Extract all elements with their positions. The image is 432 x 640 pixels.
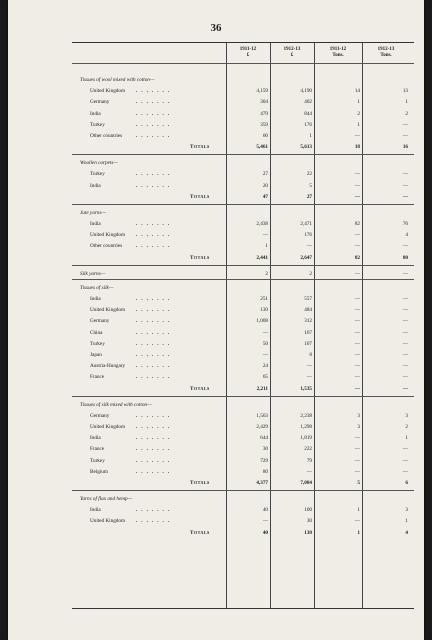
- cell-value: 107: [304, 340, 312, 347]
- country-label: India: [90, 507, 101, 514]
- cell-value: —: [402, 318, 408, 325]
- cell-value: 1,008: [256, 318, 268, 325]
- country-label: Turkey: [90, 171, 105, 178]
- totals-label: Totals: [190, 480, 210, 486]
- table-row: [72, 328, 414, 339]
- leader-dots: .......: [136, 457, 174, 464]
- table-row: [72, 109, 414, 120]
- table-row: [72, 372, 414, 383]
- category-label: Tissues of silk—: [80, 284, 114, 291]
- section-rule: [72, 279, 414, 280]
- cell-value: 176: [304, 121, 312, 128]
- cell-value: 4,377: [256, 480, 268, 486]
- country-label: France: [90, 446, 105, 453]
- leader-dots: .......: [136, 374, 174, 381]
- cell-value: —: [306, 363, 312, 370]
- cell-value: 1: [405, 435, 408, 442]
- cell-value: —: [402, 352, 408, 358]
- cell-value: —: [354, 363, 360, 370]
- cell-value: —: [354, 385, 360, 392]
- cell-value: 1: [265, 243, 268, 250]
- cell-value: 4,190: [300, 88, 312, 95]
- cell-value: —: [354, 435, 360, 442]
- header-col-1: [228, 47, 268, 59]
- cell-value: —: [402, 307, 408, 314]
- leader-dots: .......: [136, 412, 174, 419]
- cell-value: 5,613: [300, 144, 312, 151]
- cell-value: 176: [304, 232, 312, 239]
- table-row: [72, 294, 414, 305]
- cell-value: —: [402, 182, 408, 189]
- country-label: China: [90, 329, 103, 336]
- totals-row: [72, 384, 414, 395]
- leader-dots: .......: [136, 318, 174, 325]
- cell-value: 76: [402, 221, 408, 227]
- cell-value: —: [354, 171, 360, 178]
- country-label: United Kingdom: [90, 88, 126, 95]
- header-col-4: [364, 47, 408, 59]
- table-row: [72, 230, 414, 241]
- category-label: Tissues of wool mixed with cotton—: [80, 77, 155, 83]
- table-row: [72, 131, 414, 142]
- cell-value: 18: [354, 144, 360, 151]
- leader-dots: .......: [136, 243, 174, 250]
- country-label: United Kingdom: [90, 307, 126, 314]
- leader-dots: .......: [136, 232, 174, 239]
- leader-dots: .......: [136, 182, 174, 189]
- cell-value: 1: [357, 121, 360, 128]
- cell-value: —: [402, 457, 408, 464]
- cell-value: 2: [309, 270, 312, 277]
- cell-value: 1: [357, 507, 360, 514]
- cell-value: 312: [304, 318, 312, 325]
- cell-value: 22: [306, 171, 312, 178]
- country-label: France: [90, 374, 105, 381]
- table-row: [72, 305, 414, 316]
- leader-dots: .......: [136, 88, 174, 95]
- cell-value: 82: [354, 221, 360, 227]
- trade-table: [72, 42, 414, 609]
- totals-label: Totals: [190, 529, 210, 536]
- leader-dots: .......: [136, 363, 174, 370]
- section-rule: [72, 490, 414, 491]
- header-year: 1911-12: [329, 47, 347, 52]
- cell-value: 30: [306, 518, 312, 525]
- cell-value: —: [402, 468, 408, 475]
- cell-value: 2: [265, 270, 268, 277]
- cell-value: —: [354, 457, 360, 464]
- cell-value: 2,441: [256, 254, 268, 261]
- totals-row: [72, 142, 414, 153]
- cell-value: 27: [306, 193, 312, 200]
- cell-value: —: [306, 468, 312, 475]
- header-year: 1912-13: [377, 47, 395, 52]
- section-rule: [72, 265, 414, 266]
- cell-value: —: [354, 446, 360, 453]
- section-rule: [72, 204, 414, 205]
- header-year: 1911-12: [239, 47, 257, 52]
- header-year: 1912-13: [283, 47, 301, 52]
- cell-value: 557: [304, 296, 312, 302]
- leader-dots: .......: [136, 99, 174, 106]
- cell-value: —: [354, 468, 360, 475]
- country-label: Japan: [90, 352, 102, 358]
- cell-value: —: [262, 352, 268, 358]
- cell-value: —: [354, 133, 360, 139]
- cell-value: —: [354, 270, 360, 277]
- header-col-3: [316, 47, 360, 59]
- leader-dots: .......: [136, 110, 174, 117]
- cell-value: 2: [405, 110, 408, 117]
- cell-value: —: [354, 182, 360, 189]
- cell-value: 222: [304, 446, 312, 453]
- totals-label: Totals: [190, 385, 210, 392]
- leader-dots: .......: [136, 507, 174, 514]
- cell-value: 1: [405, 99, 408, 106]
- cell-value: —: [354, 340, 360, 347]
- cell-value: 3: [405, 507, 408, 514]
- header-rule: [72, 63, 414, 64]
- totals-label: Totals: [190, 254, 210, 261]
- country-label: India: [90, 182, 101, 189]
- table-row: [72, 169, 414, 180]
- cell-value: —: [354, 329, 360, 336]
- cell-value: —: [354, 296, 360, 302]
- cell-value: 13: [402, 88, 408, 95]
- country-label: Belgium: [90, 468, 108, 475]
- table-row: [72, 444, 414, 455]
- cell-value: —: [402, 374, 408, 381]
- leader-dots: .......: [136, 171, 174, 178]
- cell-value: 47: [262, 193, 268, 200]
- cell-value: 27: [262, 171, 268, 178]
- cell-value: —: [354, 374, 360, 381]
- cell-value: 1,563: [256, 412, 268, 419]
- table-row: [72, 219, 414, 230]
- table-row: [72, 181, 414, 192]
- cell-value: —: [402, 193, 408, 200]
- cell-value: 2,647: [300, 254, 312, 261]
- cell-value: 304: [260, 99, 268, 106]
- cell-value: 100: [304, 507, 312, 514]
- totals-label: Totals: [190, 144, 210, 151]
- cell-value: —: [402, 296, 408, 302]
- section-rule: [72, 154, 414, 155]
- cell-value: 79: [306, 457, 312, 464]
- cell-value: 3: [405, 412, 408, 419]
- cell-value: 2,438: [256, 221, 268, 227]
- cell-value: 3: [357, 412, 360, 419]
- cell-value: 251: [260, 296, 268, 302]
- cell-value: 3: [357, 424, 360, 430]
- cell-value: 82: [354, 254, 360, 261]
- cell-value: 16: [402, 144, 408, 151]
- cell-value: —: [354, 307, 360, 314]
- cell-value: 4: [405, 232, 408, 239]
- cell-value: 65: [262, 374, 268, 381]
- cell-value: 130: [304, 529, 312, 536]
- cell-value: 2,471: [300, 221, 312, 227]
- leader-dots: .......: [136, 307, 174, 314]
- totals-row: [72, 192, 414, 203]
- cell-value: 167: [304, 329, 312, 336]
- header-unit: £: [290, 53, 294, 58]
- country-label: Germany: [90, 99, 110, 106]
- cell-value: 1: [357, 529, 360, 536]
- leader-dots: .......: [136, 221, 174, 227]
- cell-value: —: [306, 243, 312, 250]
- cell-value: 359: [260, 121, 268, 128]
- cell-value: 1: [309, 133, 312, 139]
- table-row: [72, 456, 414, 467]
- cell-value: 130: [260, 307, 268, 314]
- cell-value: —: [402, 171, 408, 178]
- cell-value: —: [402, 385, 408, 392]
- cell-value: 8: [309, 352, 312, 358]
- cell-value: —: [402, 133, 408, 139]
- leader-dots: .......: [136, 424, 174, 430]
- cell-value: 4: [405, 529, 408, 536]
- cell-value: 20: [262, 182, 268, 189]
- cell-value: 729: [260, 457, 268, 464]
- cell-value: —: [354, 243, 360, 250]
- cell-value: 2,429: [256, 424, 268, 430]
- cell-value: —: [402, 121, 408, 128]
- document-page: [8, 0, 424, 640]
- cell-value: 402: [304, 99, 312, 106]
- cell-value: 40: [262, 529, 268, 536]
- cell-value: 5: [357, 480, 360, 486]
- cell-value: 50: [262, 340, 268, 347]
- header-unit: Tons.: [380, 53, 392, 58]
- country-label: Germany: [90, 412, 110, 419]
- leader-dots: .......: [136, 133, 174, 139]
- cell-value: 479: [260, 110, 268, 117]
- cell-value: —: [354, 352, 360, 358]
- cell-value: 14: [354, 88, 360, 95]
- country-label: Turkey: [90, 121, 105, 128]
- leader-dots: .......: [136, 468, 174, 475]
- table-row: [72, 433, 414, 444]
- table-row: [72, 467, 414, 478]
- category-row: [72, 283, 414, 294]
- cell-value: —: [402, 340, 408, 347]
- cell-value: —: [402, 329, 408, 336]
- table-row: [72, 422, 414, 433]
- category-label: Tissues of silk mixed with cotton—: [80, 401, 152, 408]
- category-row: [72, 75, 414, 86]
- cell-value: —: [354, 232, 360, 239]
- cell-value: 2: [405, 424, 408, 430]
- totals-row: [72, 478, 414, 489]
- country-label: Other countries: [90, 133, 123, 139]
- leader-dots: .......: [136, 121, 174, 128]
- category-label: Silk yarns—: [80, 270, 106, 277]
- category-label: Yarns of flax and hemp—: [80, 496, 133, 502]
- cell-value: 2,211: [256, 385, 268, 392]
- cell-value: 30: [262, 446, 268, 453]
- cell-value: —: [402, 446, 408, 453]
- cell-value: 5: [309, 182, 312, 189]
- table-row: [72, 86, 414, 97]
- cell-value: —: [262, 518, 268, 525]
- country-label: United Kingdom: [90, 518, 126, 525]
- leader-dots: .......: [136, 352, 174, 358]
- header-col-2: [272, 47, 312, 59]
- totals-row: [72, 528, 414, 539]
- cell-value: 1,298: [300, 424, 312, 430]
- table-row: [72, 411, 414, 422]
- cell-value: —: [354, 193, 360, 200]
- cell-value: —: [402, 270, 408, 277]
- cell-value: 1,819: [300, 435, 312, 442]
- totals-row: [72, 253, 414, 264]
- country-label: Austria-Hungary: [90, 363, 126, 370]
- cell-value: 644: [260, 435, 268, 442]
- table-row: [72, 120, 414, 131]
- leader-dots: .......: [136, 296, 174, 302]
- category-row: [72, 400, 414, 411]
- totals-label: Totals: [190, 193, 210, 200]
- header-unit: £: [246, 53, 250, 58]
- table-row: [72, 516, 414, 527]
- cell-value: 6: [405, 480, 408, 486]
- category-row: [72, 494, 414, 505]
- cell-value: —: [354, 318, 360, 325]
- cell-value: —: [262, 232, 268, 239]
- leader-dots: .......: [136, 518, 174, 525]
- cell-value: —: [262, 329, 268, 336]
- country-label: India: [90, 435, 101, 442]
- cell-value: 80: [262, 468, 268, 475]
- page-number: 36: [210, 22, 222, 34]
- cell-value: —: [354, 518, 360, 525]
- country-label: United Kingdom: [90, 424, 126, 430]
- leader-dots: .......: [136, 340, 174, 347]
- table-row: [72, 350, 414, 361]
- country-label: India: [90, 110, 101, 117]
- cell-value: 5,461: [256, 144, 268, 151]
- header-unit: Tons.: [332, 53, 344, 58]
- table-row: [72, 339, 414, 350]
- leader-dots: .......: [136, 329, 174, 336]
- country-label: India: [90, 221, 101, 227]
- country-label: United Kingdom: [90, 232, 126, 239]
- table-row: [72, 97, 414, 108]
- category-label: Jute yarns—: [80, 209, 107, 216]
- cell-value: 1: [357, 99, 360, 106]
- cell-value: 80: [402, 254, 408, 261]
- cell-value: 484: [304, 307, 312, 314]
- cell-value: —: [402, 363, 408, 370]
- table-row: [72, 361, 414, 372]
- leader-dots: .......: [136, 435, 174, 442]
- country-label: Germany: [90, 318, 110, 325]
- cell-value: 2: [357, 110, 360, 117]
- table-row: [72, 316, 414, 327]
- table-row: [72, 505, 414, 516]
- cell-value: 844: [304, 110, 312, 117]
- cell-value: 1,535: [300, 385, 312, 392]
- table-row: [72, 241, 414, 252]
- cell-value: —: [402, 243, 408, 250]
- cell-value: —: [306, 374, 312, 381]
- section-rule: [72, 396, 414, 397]
- category-label: Woollen carpets—: [80, 160, 118, 167]
- cell-value: 60: [262, 133, 268, 139]
- category-row: [72, 158, 414, 169]
- country-label: India: [90, 296, 101, 302]
- cell-value: 2,238: [300, 412, 312, 419]
- cell-value: 4,159: [256, 88, 268, 95]
- cell-value: 40: [262, 507, 268, 514]
- cell-value: 1: [405, 518, 408, 525]
- leader-dots: .......: [136, 446, 174, 453]
- country-label: Other countries: [90, 243, 123, 250]
- country-label: Turkey: [90, 457, 105, 464]
- cell-value: 7,084: [300, 480, 312, 486]
- cell-value: 24: [262, 363, 268, 370]
- country-label: Turkey: [90, 340, 105, 347]
- category-row: [72, 208, 414, 219]
